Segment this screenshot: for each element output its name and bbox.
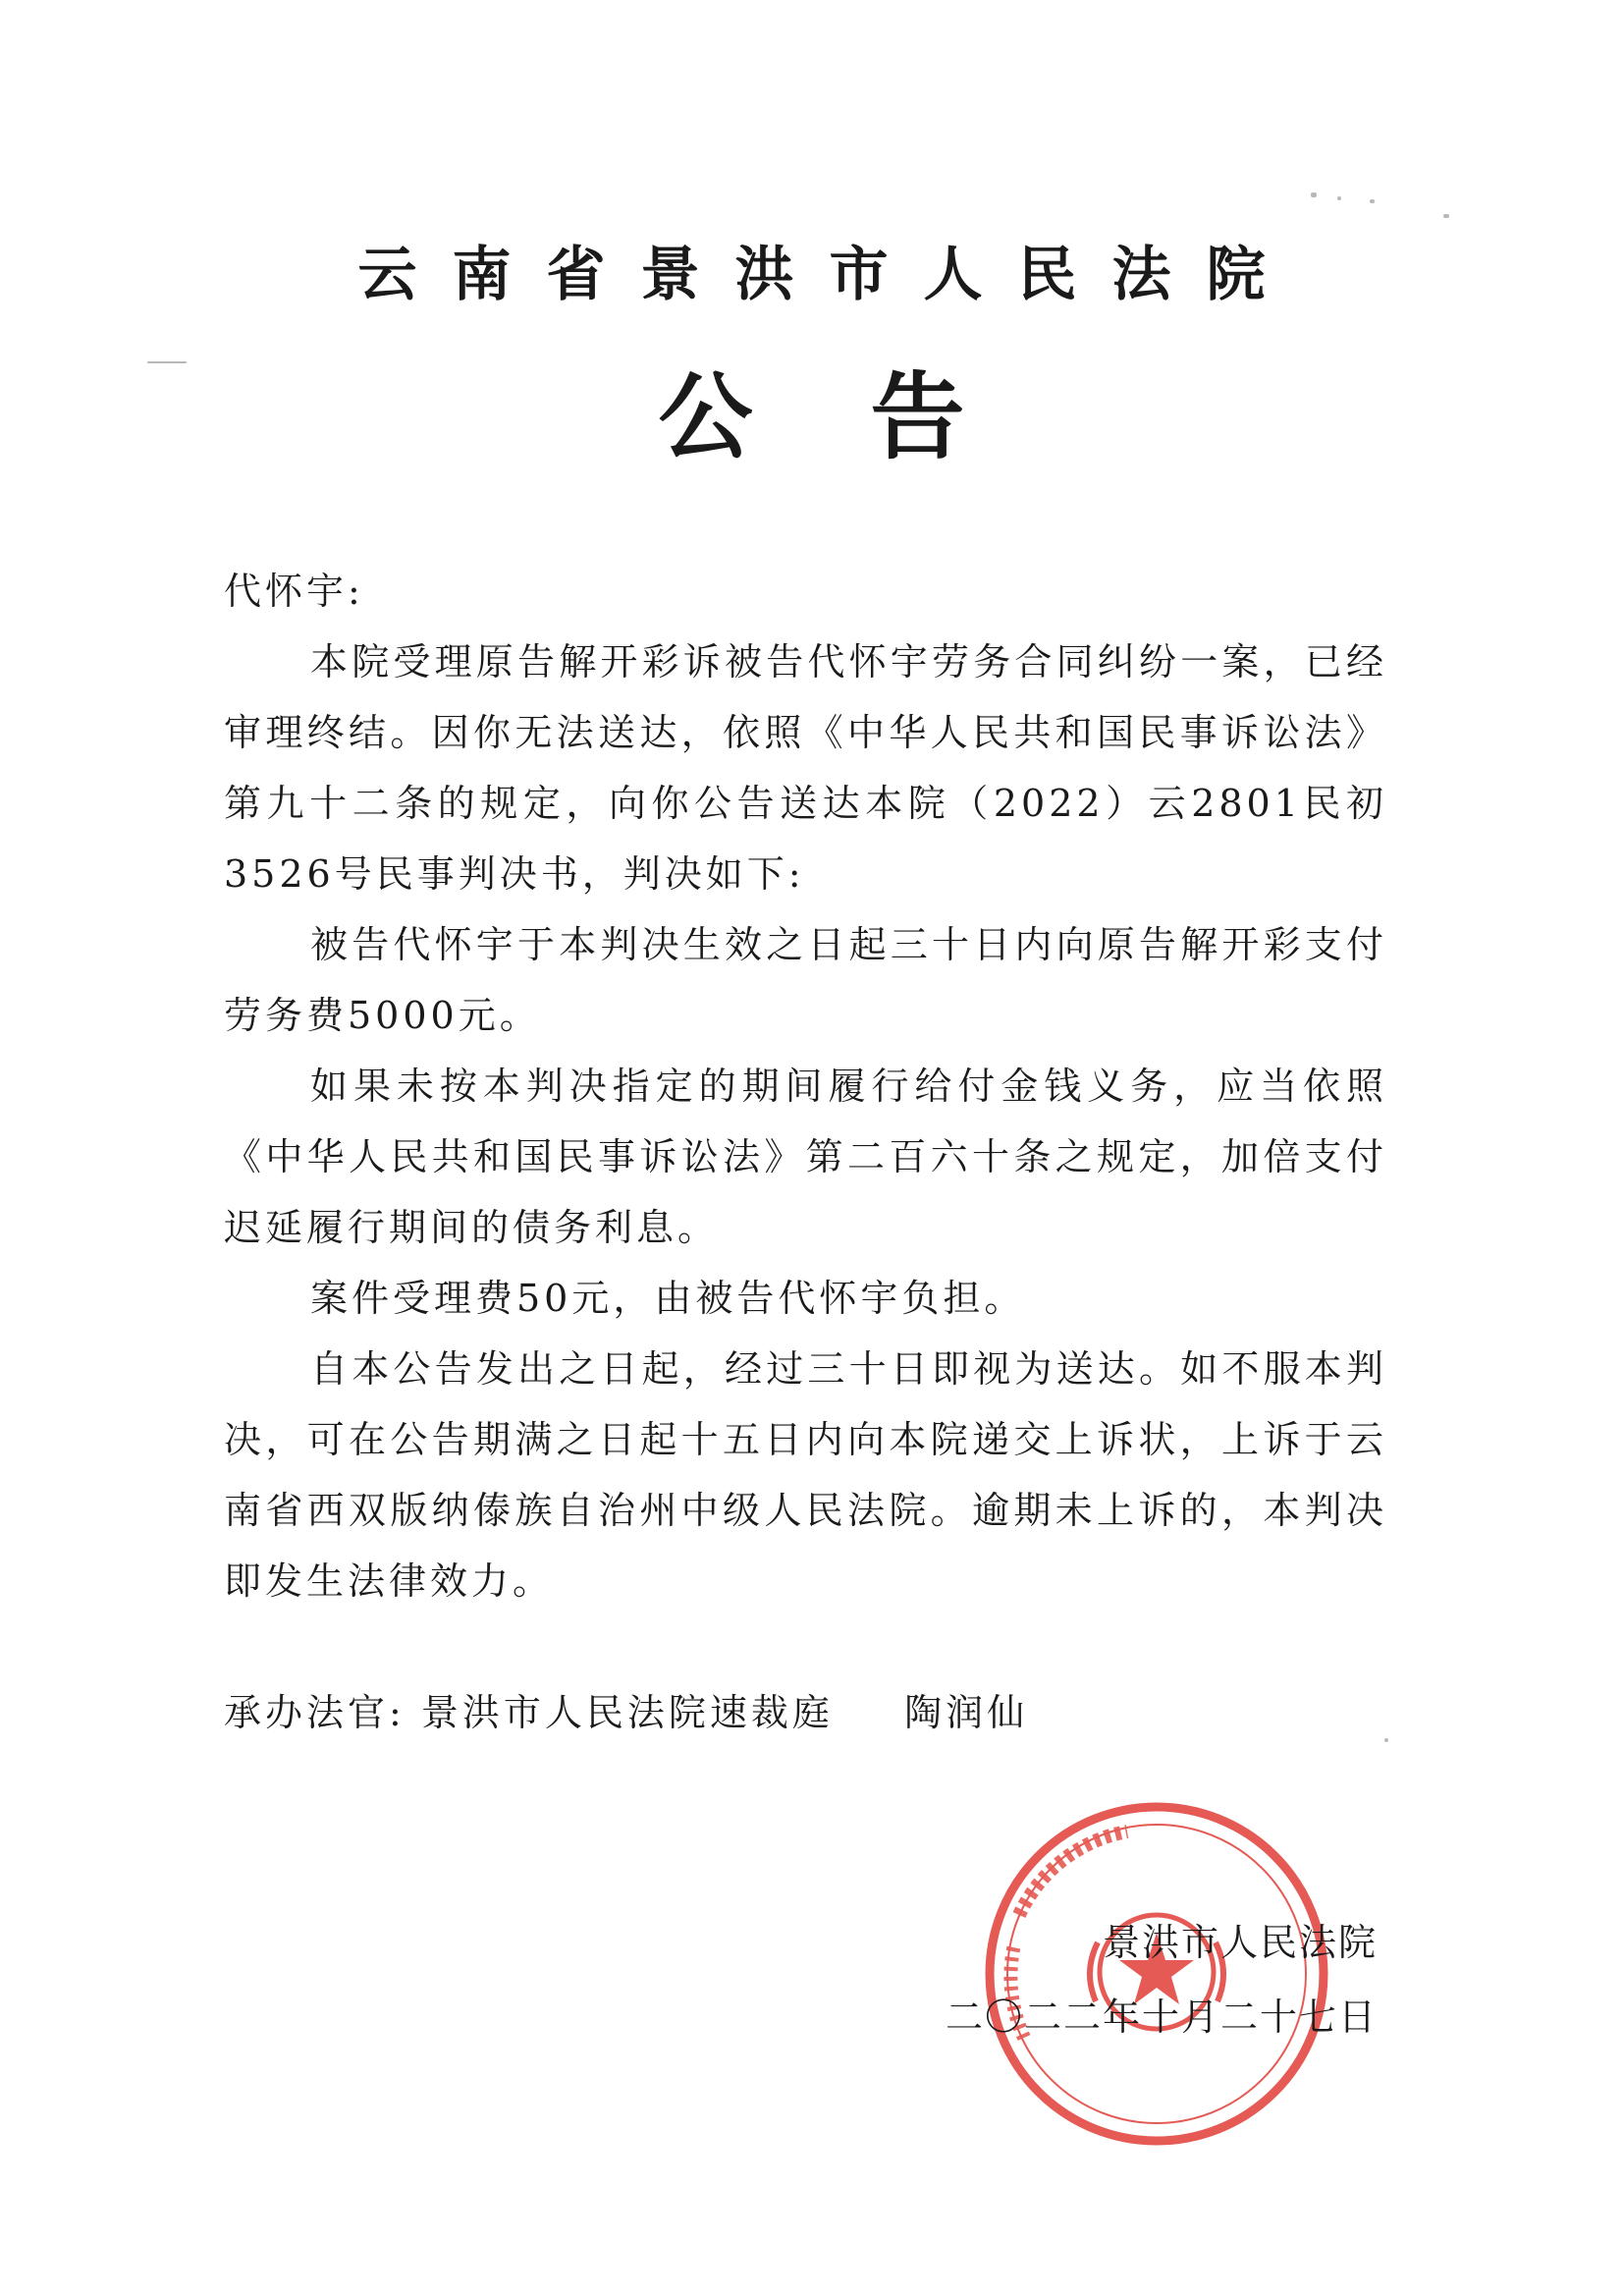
paragraph-judgment: 被告代怀宇于本判决生效之日起三十日内向原告解开彩支付劳务费5000元。 xyxy=(224,923,1387,1037)
paragraph-case-fee: 案件受理费50元，由被告代怀宇负担。 xyxy=(310,1277,1026,1320)
paragraph-late-interest: 如果未按本判决指定的期间履行给付金钱义务，应当依照《中华人民共和国民事诉讼法》第二百六十条之规定，加倍支付迟延履行期间的债务利息。 xyxy=(224,1065,1387,1249)
judge-name: 陶润仙 xyxy=(904,1691,1029,1734)
notice-body xyxy=(224,556,1387,1616)
issuer-signature-block xyxy=(946,1905,1378,2054)
issue-date: 二〇二二年十月二十七日 xyxy=(945,1995,1378,2039)
judge-tribunal: 景洪市人民法院速裁庭 xyxy=(420,1691,834,1734)
paragraph-appeal: 自本公告发出之日起，经过三十日即视为送达。如不服本判决，可在公告期满之日起十五日内向本院递交上诉状，上诉于云南省西双版纳傣族自治州中级人民法院。逾期未上诉的，本判决即发生法律效力。 xyxy=(224,1347,1387,1603)
addressee: 代怀宇: xyxy=(224,570,364,613)
issuer-court: 景洪市人民法院 xyxy=(1102,1921,1378,1964)
presiding-judge-line xyxy=(224,1677,1028,1748)
judge-label: 承办法官: xyxy=(224,1691,406,1734)
court-name: 云南省景洪市人民法院 xyxy=(357,241,1301,309)
document-title: 公告 xyxy=(658,362,1083,472)
paragraph-case-info: 本院受理原告解开彩诉被告代怀宇劳务合同纠纷一案，已经审理终结。因你无法送达，依照《中华人民共和国民事诉讼法》第九十二条的规定，向你公告送达本院（2022）云2801民初3526号民事判决书，判决如下: xyxy=(224,640,1387,896)
